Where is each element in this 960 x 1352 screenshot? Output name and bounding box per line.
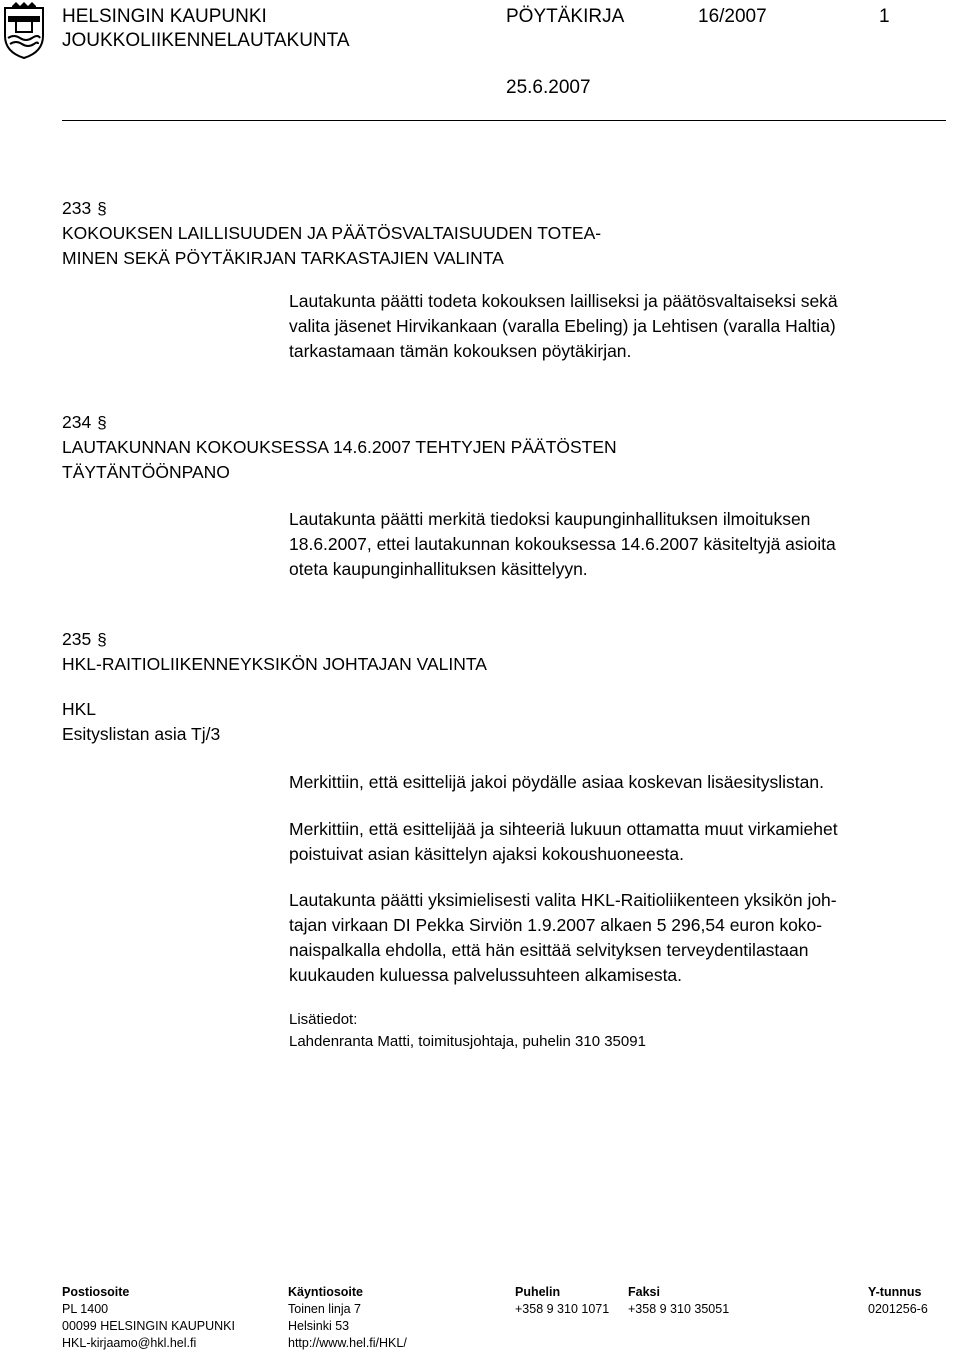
section-sign: § xyxy=(97,630,107,649)
unit-label: HKL xyxy=(62,699,97,719)
section-title-line: MINEN SEKÄ PÖYTÄKIRJAN TARKASTAJIEN VALINTA xyxy=(62,248,504,268)
paragraph-line: Lautakunta päätti todeta kokouksen lailliseksi ja päätösvaltaiseksi sekä xyxy=(289,291,838,311)
paragraph-line: Lautakunta päätti yksimielisesti valita HKL-Raitioliikenteen yksikön joh- xyxy=(289,890,837,910)
footer-value: Toinen linja 7 xyxy=(288,1302,361,1316)
page-number: 1 xyxy=(879,6,890,27)
paragraph-line: Merkittiin, että esittelijä jakoi pöydälle asiaa koskevan lisäesityslistan. xyxy=(289,772,824,792)
agenda-item-label: Esityslistan asia Tj/3 xyxy=(62,724,221,744)
paragraph-line: tajan virkaan DI Pekka Sirviön 1.9.2007 alkaen 5 296,54 euron koko- xyxy=(289,915,823,935)
footer-fax xyxy=(628,1284,729,1318)
section-233-paragraph xyxy=(289,289,949,364)
footer-label: Käyntiosoite xyxy=(288,1285,364,1299)
section-title-line: KOKOUKSEN LAILLISUUDEN JA PÄÄTÖSVALTAISUUDEN TOTEA- xyxy=(62,223,602,243)
footer-value: Helsinki 53 xyxy=(288,1319,350,1333)
footer-website-link[interactable]: http://www.hel.fi/HKL/ xyxy=(288,1336,407,1350)
footer-email-link[interactable]: HKL-kirjaamo@hkl.hel.fi xyxy=(62,1336,197,1350)
org-unit: JOUKKOLIIKENNELAUTAKUNTA xyxy=(62,30,350,51)
more-info xyxy=(289,1009,949,1053)
section-sign: § xyxy=(97,413,107,432)
section-233-heading xyxy=(62,196,601,271)
section-235-heading xyxy=(62,627,487,677)
footer-postal-address xyxy=(62,1284,235,1352)
paragraph-line: valita jäsenet Hirvikankaan (varalla Ebeling) ja Lehtisen (varalla Haltia) xyxy=(289,316,836,336)
paragraph-line: poistuivat asian käsittelyn ajaksi kokoushuoneesta. xyxy=(289,844,684,864)
section-235-paragraph-1 xyxy=(289,770,949,795)
section-235-subheading xyxy=(62,697,220,747)
doc-number: 16/2007 xyxy=(698,6,767,27)
section-234-paragraph xyxy=(289,507,949,582)
section-title-line: LAUTAKUNNAN KOKOUKSESSA 14.6.2007 TEHTYJEN PÄÄTÖSTEN xyxy=(62,437,617,457)
org-name: HELSINGIN KAUPUNKI xyxy=(62,6,267,27)
footer-label: Puhelin xyxy=(515,1285,561,1299)
section-sign: § xyxy=(97,199,107,218)
paragraph-line: oteta kaupunginhallituksen käsittelyyn. xyxy=(289,559,588,579)
section-number: 235 xyxy=(62,629,92,649)
more-info-contact: Lahdenranta Matti, toimitusjohtaja, puhelin 310 35091 xyxy=(289,1033,646,1050)
paragraph-line: Lautakunta päätti merkitä tiedoksi kaupunginhallituksen ilmoituksen xyxy=(289,509,811,529)
footer-value: PL 1400 xyxy=(62,1302,109,1316)
paragraph-line: tarkastamaan tämän kokouksen pöytäkirjan. xyxy=(289,341,632,361)
section-number: 233 xyxy=(62,198,92,218)
header-rule xyxy=(62,120,946,121)
footer-business-id xyxy=(868,1284,928,1318)
section-235-paragraph-3 xyxy=(289,888,949,988)
helsinki-crest-logo xyxy=(2,2,46,60)
footer-value: +358 9 310 1071 xyxy=(515,1302,610,1316)
footer-value: 0201256-6 xyxy=(868,1302,928,1316)
footer-label: Y-tunnus xyxy=(868,1285,922,1299)
doc-type: PÖYTÄKIRJA xyxy=(506,6,625,27)
meeting-date: 25.6.2007 xyxy=(506,77,591,98)
section-title-line: TÄYTÄNTÖÖNPANO xyxy=(62,462,230,482)
footer-label: Postiosoite xyxy=(62,1285,130,1299)
footer-value: +358 9 310 35051 xyxy=(628,1302,730,1316)
paragraph-line: kuukauden kuluessa palvelussuhteen alkamisesta. xyxy=(289,965,683,985)
paragraph-line: 18.6.2007, ettei lautakunnan kokouksessa 14.6.2007 käsiteltyjä asioita xyxy=(289,534,836,554)
section-234-heading xyxy=(62,410,617,485)
footer-value: 00099 HELSINGIN KAUPUNKI xyxy=(62,1319,235,1333)
more-info-label: Lisätiedot: xyxy=(289,1011,358,1028)
section-number: 234 xyxy=(62,412,92,432)
section-title-line: HKL-RAITIOLIIKENNEYKSIKÖN JOHTAJAN VALINTA xyxy=(62,654,487,674)
footer-visiting-address xyxy=(288,1284,407,1352)
paragraph-line: Merkittiin, että esittelijää ja sihteeriä lukuun ottamatta muut virkamiehet xyxy=(289,819,838,839)
footer-label: Faksi xyxy=(628,1285,660,1299)
footer-phone xyxy=(515,1284,609,1318)
section-235-paragraph-2 xyxy=(289,817,949,867)
paragraph-line: naispalkalla ehdolla, että hän esittää selvityksen terveydentilastaan xyxy=(289,940,809,960)
